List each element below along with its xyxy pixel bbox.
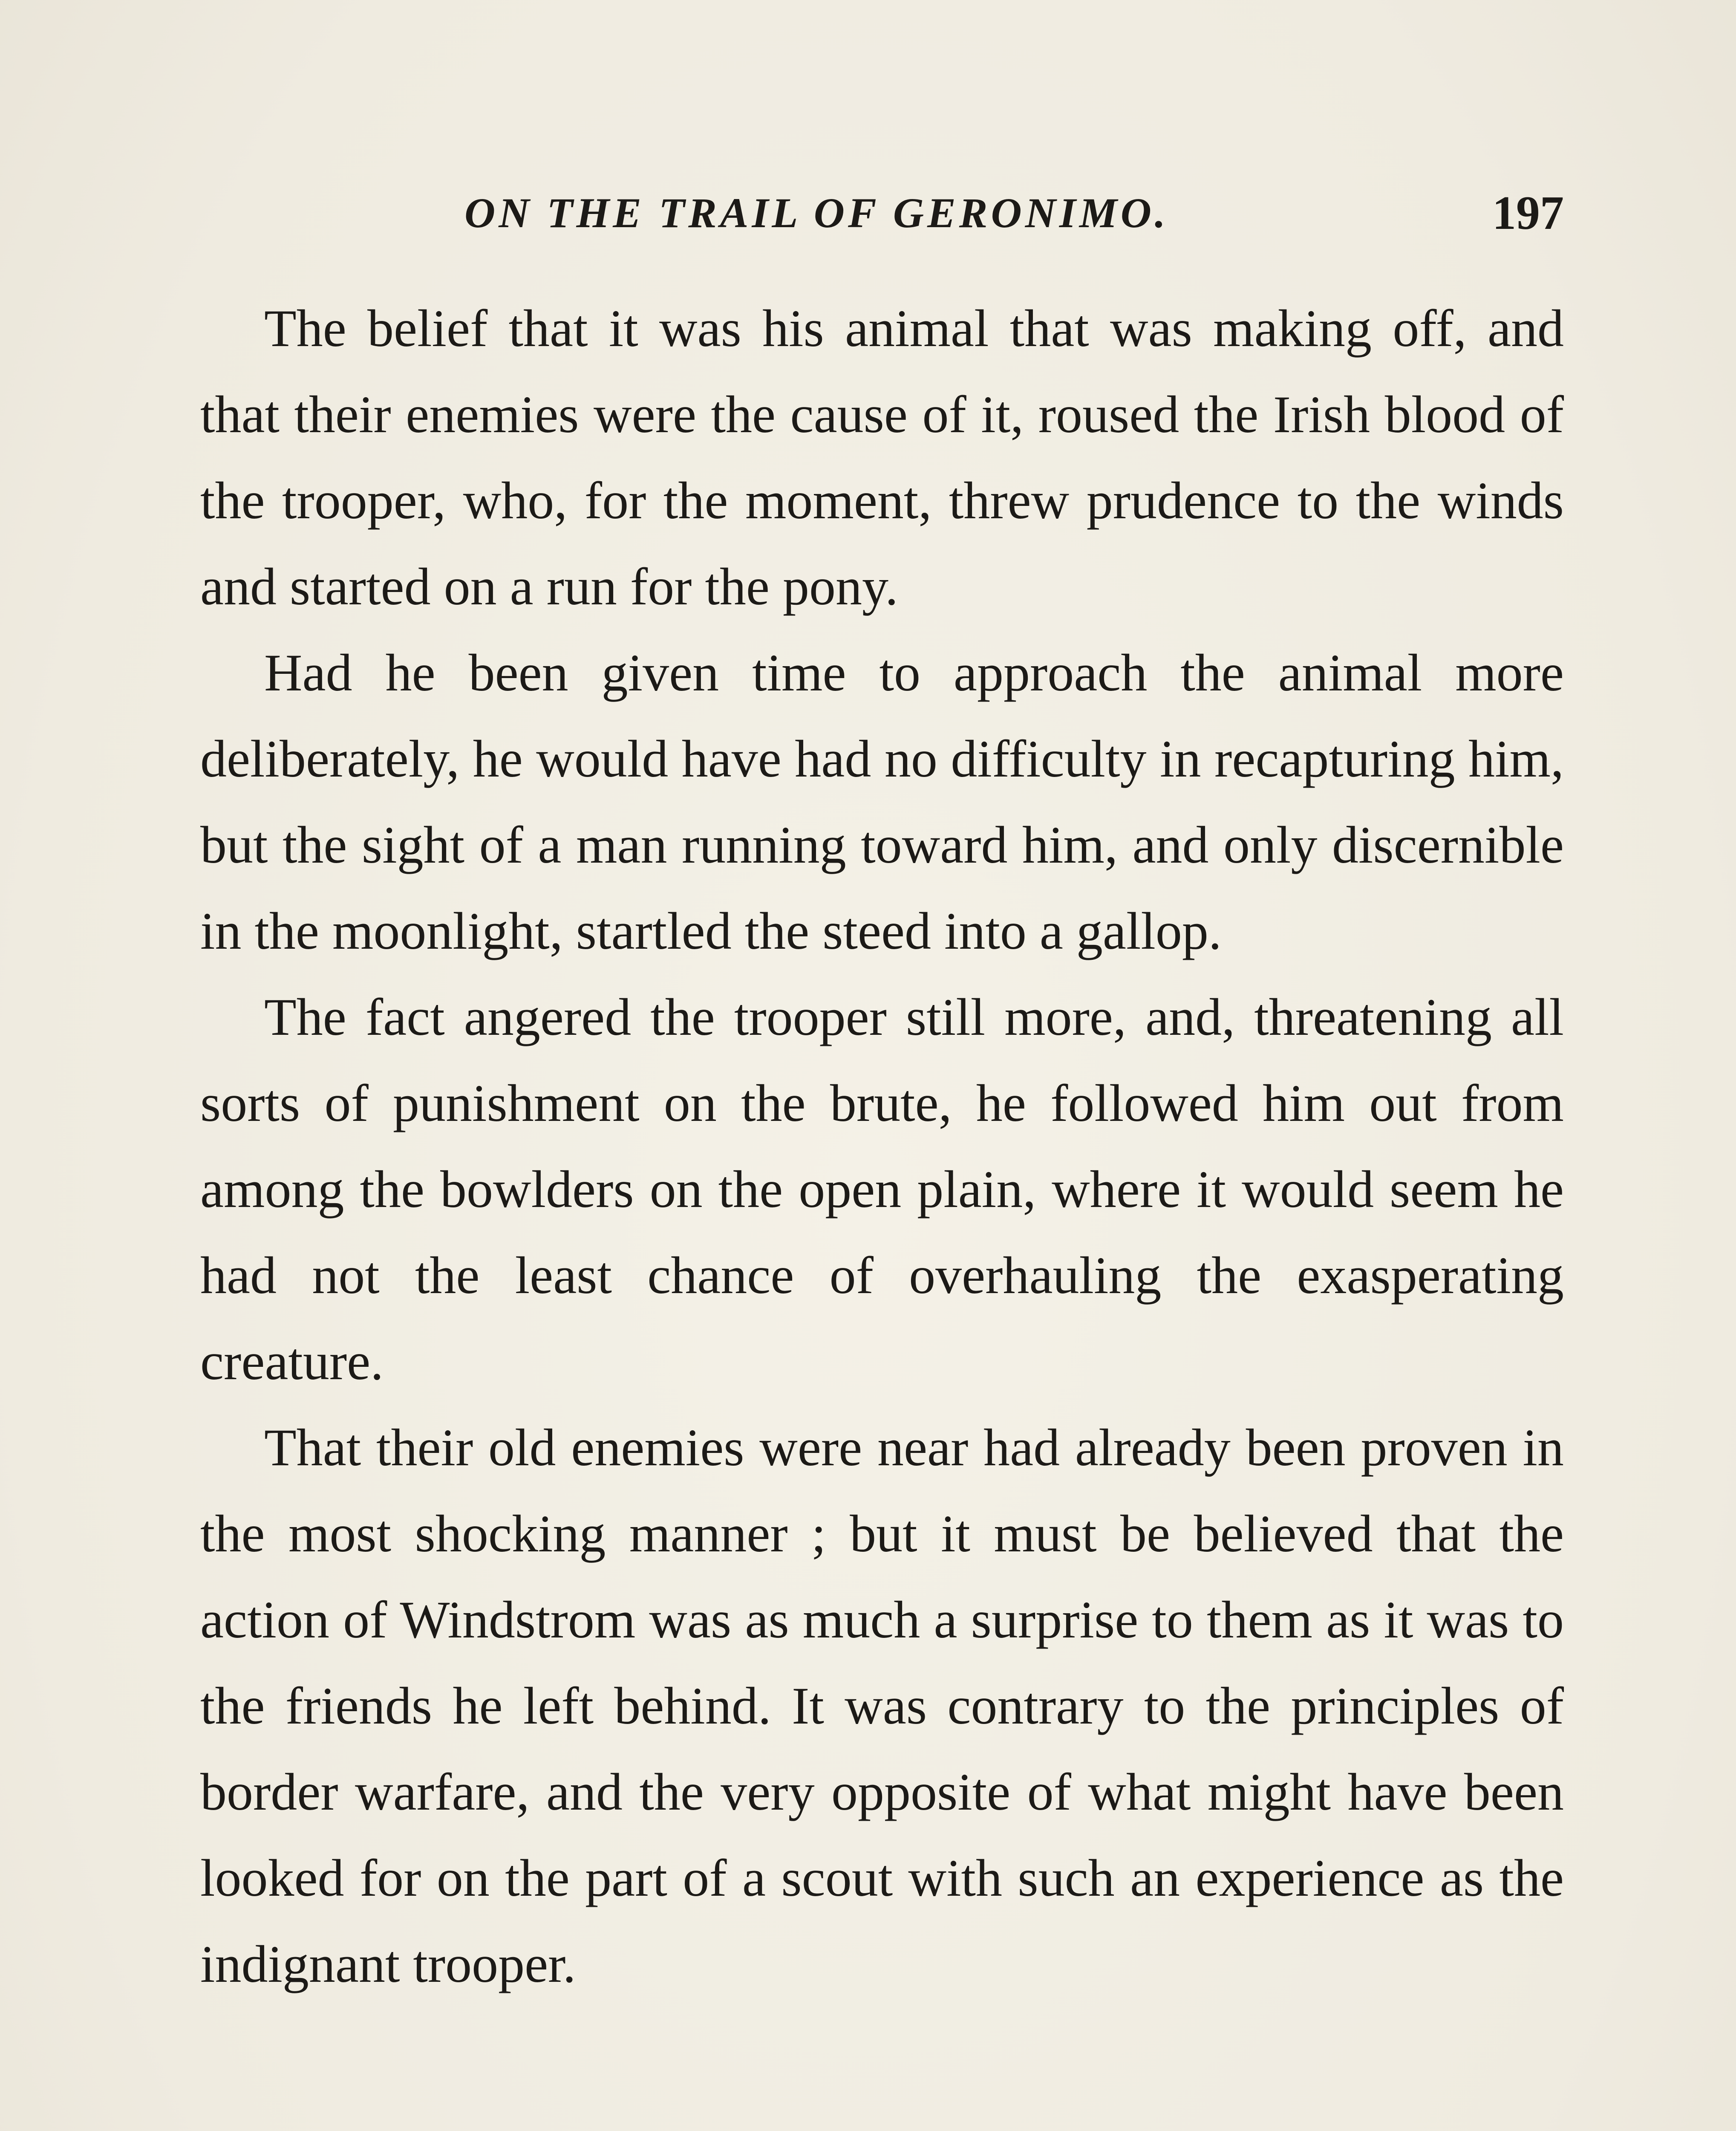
page-number: 197: [1492, 187, 1564, 240]
body-text: [200, 286, 1564, 2007]
paragraph: The belief that it was his animal that was making off, and that their enemies were the cause of it, roused the Irish blood of the trooper, who, for the moment, threw prudence to the winds and started on a run for the pony.: [200, 299, 1564, 616]
paragraph: The fact angered the trooper still more, and, threatening all sorts of punishment on the brute, he followed him out from among the bowlders on the open plain, where it would seem he had not the least chance of overhauling the exasperating creature.: [200, 988, 1564, 1391]
paragraph: That their old enemies were near had already been proven in the most shocking manner ; but it must be believed that the action of Windstrom was as much a surprise to them as it was to the friends he left behind. It was contrary to the principles of border warfare, and the very opposite of what might have been looked for on the part of a scout with such an experience as the indignant trooper.: [200, 1418, 1564, 1993]
running-title: ON THE TRAIL OF GERONIMO.: [464, 189, 1169, 237]
paragraph: Had he been given time to approach the animal more deliberately, he would have had no difficulty in recapturing him, but the sight of a man running toward him, and only discernible in the moonlight, startled the steed into a gallop.: [200, 644, 1564, 960]
page-header: [200, 183, 1564, 243]
